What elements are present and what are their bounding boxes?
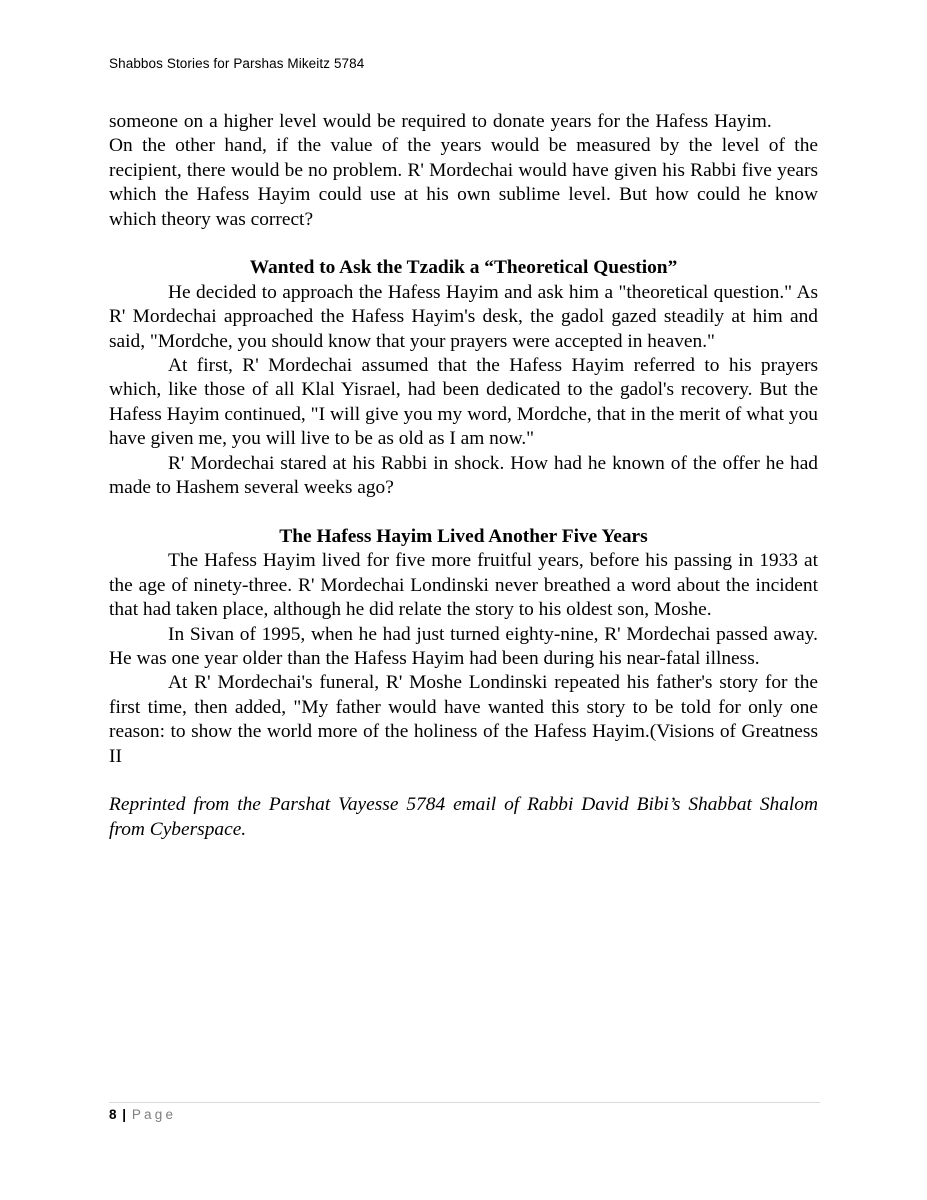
paragraph-gap bbox=[109, 232, 818, 256]
page-number: 8 bbox=[109, 1107, 117, 1122]
paragraph: The Hafess Hayim lived for five more fruitful years, before his passing in 1933 at the age of ninety-three. R' Mordechai Londinski never breathed a word about the incident that had taken place, although he did relate the story to his oldest son, Moshe. bbox=[109, 550, 818, 621]
paragraph: At R' Mordechai's funeral, R' Moshe Londinski repeated his father's story for the first time, then added, "My father would have wanted this story to be told for only one reason: to show the world more of the holiness of the Hafess Hayim.(Visions of Greatness II bbox=[109, 672, 818, 767]
paragraph: R' Mordechai stared at his Rabbi in shock. How had he known of the offer he had made to Hashem several weeks ago? bbox=[109, 452, 818, 499]
page-footer bbox=[109, 1107, 176, 1122]
paragraph: He decided to approach the Hafess Hayim and ask him a "theoretical question." As R' Mordechai approached the Hafess Hayim's desk, the gadol gazed steadily at him and said, "Mordche, you should know that your prayers were accepted in heaven." bbox=[109, 281, 818, 352]
page-label: Page bbox=[131, 1107, 177, 1122]
footer-separator: | bbox=[122, 1107, 127, 1122]
paragraph-gap bbox=[109, 769, 818, 793]
section-heading-theoretical-question: Wanted to Ask the Tzadik a “Theoretical Question” bbox=[249, 257, 678, 279]
paragraph: At first, R' Mordechai assumed that the Hafess Hayim referred to his prayers which, like those of all Klal Yisrael, had been dedicated to the gadol's recovery. But the Hafess Hayim continued, "I will give you my word, Mordche, that in the merit of what you have given me, you will live to be as old as I am now." bbox=[109, 355, 818, 450]
footer-divider bbox=[109, 1102, 820, 1103]
section-heading-five-years: The Hafess Hayim Lived Another Five Years bbox=[279, 525, 648, 547]
paragraph: In Sivan of 1995, when he had just turned eighty-nine, R' Mordechai passed away. He was one year older than the Hafess Hayim had been during his near-fatal illness. bbox=[109, 623, 818, 669]
article-body bbox=[109, 110, 818, 842]
running-header: Shabbos Stories for Parshas Mikeitz 5784 bbox=[109, 56, 365, 71]
opening-paragraph: someone on a higher level would be required to donate years for the Hafess Hayim. On the other hand, if the value of the years would be measured by the level of the recipient, there would be no problem. R' Mordechai would have given his Rabbi five years which the Hafess Hayim could use at his own sublime level. But how could he know which theory was correct? bbox=[109, 111, 818, 230]
paragraph-gap bbox=[109, 500, 818, 524]
reprint-note: Reprinted from the Parshat Vayesse 5784 email of Rabbi David Bibi’s Shabbat Shalom from Cyberspace. bbox=[109, 794, 818, 840]
